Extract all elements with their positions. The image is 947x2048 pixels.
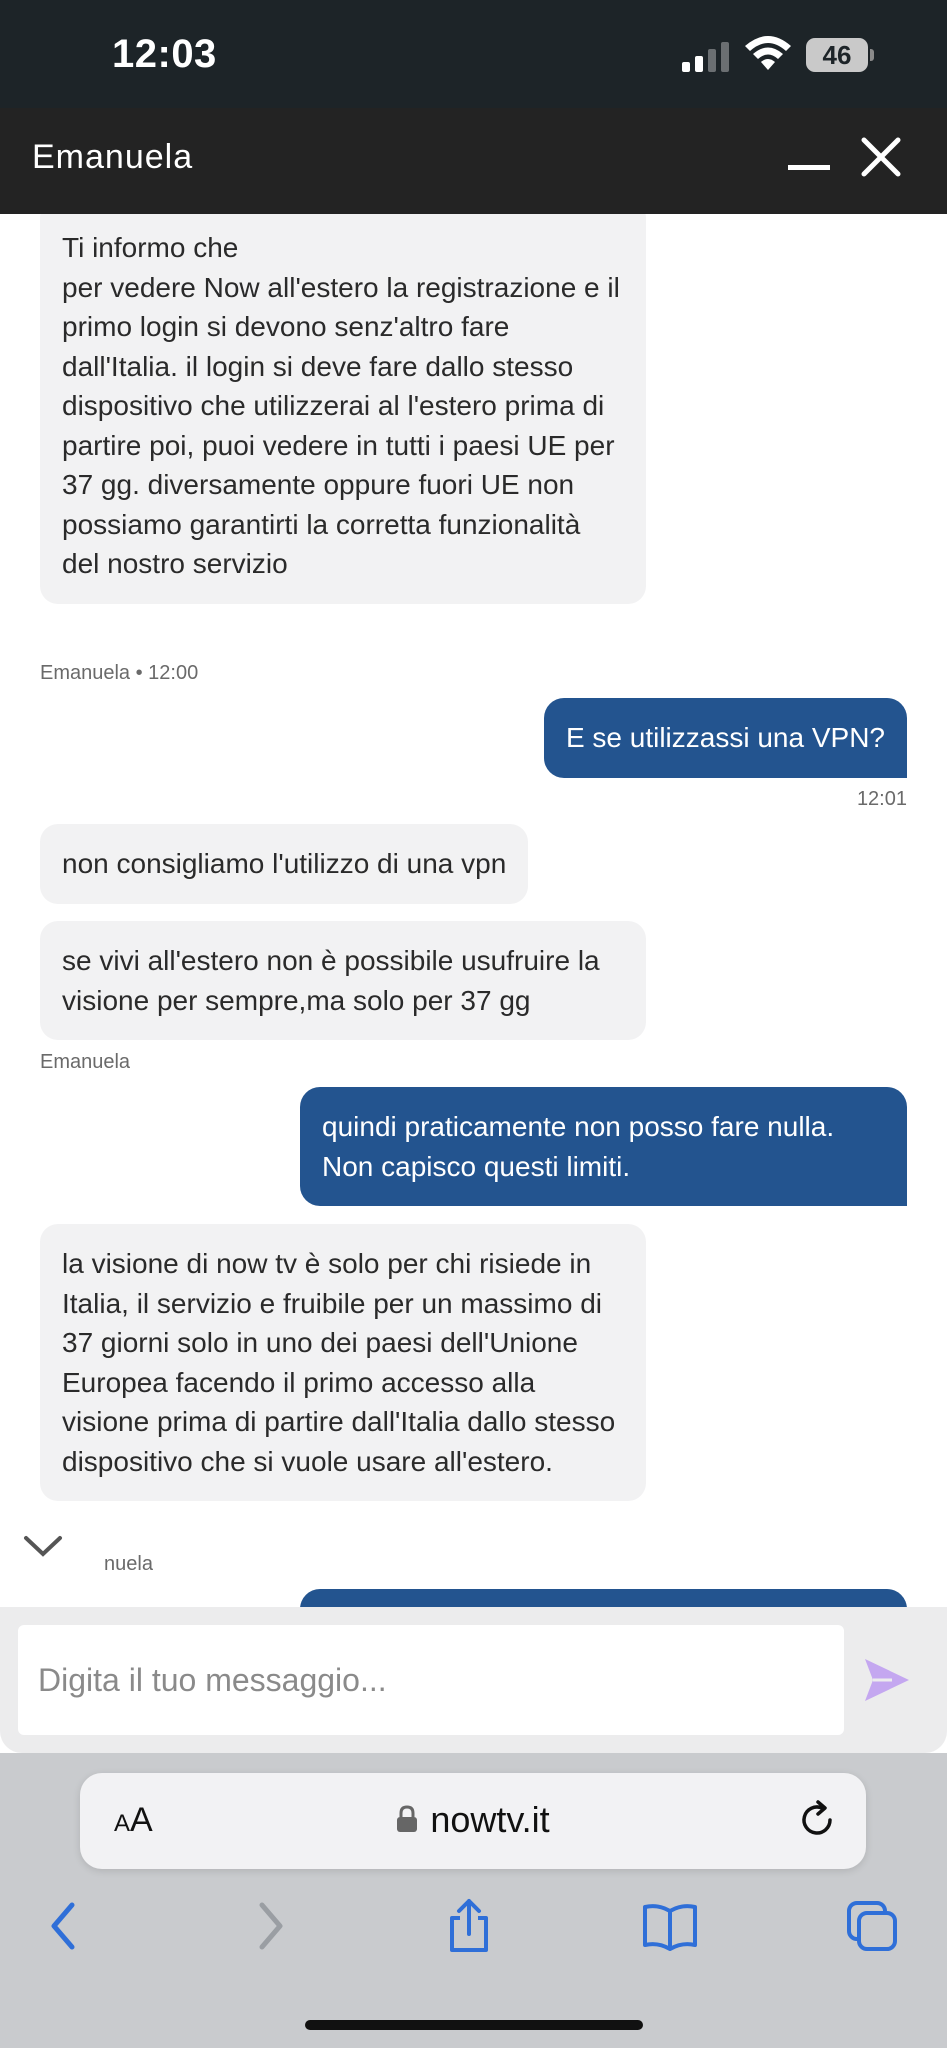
user-message: E se utilizzassi una VPN? (544, 698, 907, 778)
message-meta: Emanuela (40, 1051, 131, 1073)
bookmarks-icon[interactable] (642, 1898, 698, 1954)
message-meta: nuela (104, 1553, 153, 1575)
user-message: quindi praticamente non posso fare nulla. Non capisco questi limiti. (300, 1087, 907, 1206)
agent-message: la visione di now tv è solo per chi risiede in Italia, il servizio e fruibile per un massimo di 37 giorni solo in uno dei paesi dell'Unione Europea facendo il primo accesso alla visione prima di partire dall'Italia dallo stesso dispositivo che si vuole usare all'estero. (40, 1224, 646, 1501)
tabs-icon[interactable] (846, 1898, 898, 1954)
send-icon[interactable] (862, 1655, 912, 1705)
message-meta: 12:01 (856, 788, 907, 810)
message-meta: Emanuela • 12:00 (40, 662, 199, 684)
url-display[interactable] (80, 1799, 866, 1841)
home-indicator (305, 2020, 643, 2030)
lock-icon (396, 1805, 418, 1833)
composer (0, 1607, 947, 1753)
battery-icon: 46 (806, 38, 868, 72)
text-size-button[interactable]: AA (114, 1801, 153, 1839)
status-time: 12:03 (112, 32, 217, 76)
url-text: nowtv.it (430, 1799, 550, 1840)
chevron-down-icon[interactable] (20, 1528, 66, 1564)
wifi-icon (744, 34, 792, 72)
address-bar[interactable] (80, 1773, 866, 1869)
message-input[interactable] (18, 1625, 844, 1735)
close-icon[interactable] (858, 134, 904, 180)
user-message-partial (300, 1589, 907, 1607)
agent-message: se vivi all'estero non è possibile usufruire la visione per sempre,ma solo per 37 gg (40, 921, 646, 1040)
status-bar (0, 0, 947, 108)
agent-message: non consigliamo l'utilizzo di una vpn (40, 824, 528, 904)
share-icon[interactable] (446, 1898, 492, 1954)
reload-icon[interactable] (796, 1799, 838, 1841)
minimize-button[interactable] (786, 140, 832, 180)
forward-arrow-icon[interactable] (256, 1898, 286, 1954)
cellular-signal-icon (682, 42, 732, 72)
chat-title: Emanuela (32, 138, 194, 176)
message-list[interactable] (0, 214, 947, 1607)
back-arrow-icon[interactable] (48, 1898, 78, 1954)
agent-message: Ti informo che per vedere Now all'estero la registrazione e il primo login si devono senz'altro fare dall'Italia. il login si deve fare dallo stesso dispositivo che utilizzerai al l'estero prima di partire poi, puoi vedere in tutti i paesi UE per 37 gg. diversamente oppure fuori UE non possiamo garantirti la corretta funzionalità del nostro servizio (40, 214, 646, 604)
